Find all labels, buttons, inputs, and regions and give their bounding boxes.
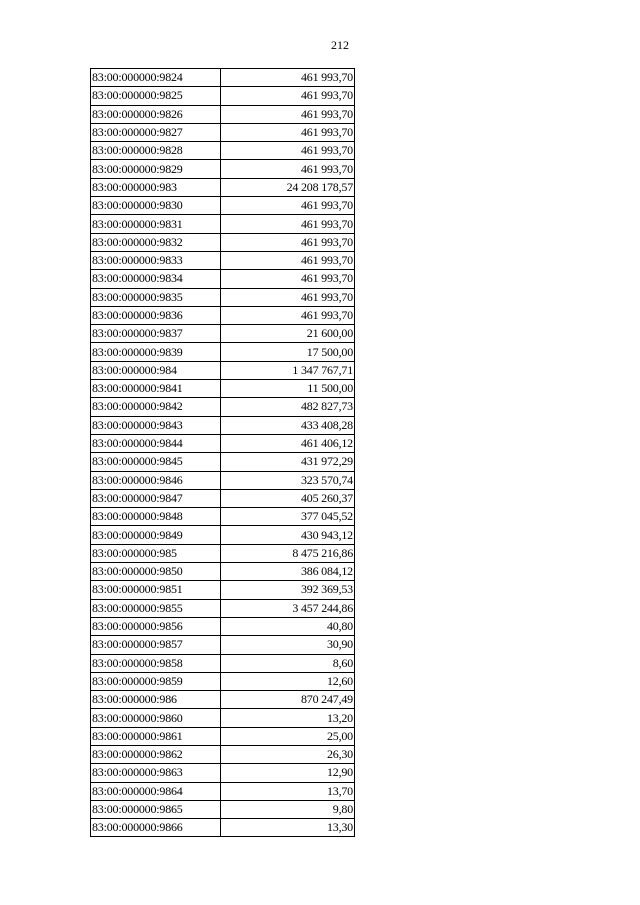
value-cell: 430 943,12 (221, 526, 355, 544)
cadastral-number-cell: 83:00:000000:9847 (91, 489, 221, 507)
cadastral-number-cell: 83:00:000000:9841 (91, 380, 221, 398)
value-cell: 3 457 244,86 (221, 599, 355, 617)
table-row (91, 123, 355, 141)
table-row (91, 270, 355, 288)
value-cell: 461 993,70 (221, 215, 355, 233)
value-cell: 405 260,37 (221, 489, 355, 507)
value-cell: 13,20 (221, 709, 355, 727)
cadastral-number-cell: 83:00:000000:986 (91, 691, 221, 709)
value-cell: 323 570,74 (221, 471, 355, 489)
table-row (91, 691, 355, 709)
table-row (91, 398, 355, 416)
cadastral-number-cell: 83:00:000000:9845 (91, 453, 221, 471)
cadastral-number-cell: 83:00:000000:9855 (91, 599, 221, 617)
table-row (91, 233, 355, 251)
table-row (91, 581, 355, 599)
table-row (91, 453, 355, 471)
cadastral-number-cell: 83:00:000000:9829 (91, 160, 221, 178)
value-cell: 392 369,53 (221, 581, 355, 599)
cadastral-number-cell: 83:00:000000:9850 (91, 563, 221, 581)
page-number: 212 (331, 38, 349, 52)
value-cell: 8 475 216,86 (221, 544, 355, 562)
cadastral-number-cell: 83:00:000000:983 (91, 178, 221, 196)
table-row (91, 654, 355, 672)
table-row (91, 178, 355, 196)
value-cell: 11 500,00 (221, 380, 355, 398)
cadastral-number-cell: 83:00:000000:9824 (91, 69, 221, 87)
table-row (91, 251, 355, 269)
value-cell: 870 247,49 (221, 691, 355, 709)
cadastral-number-cell: 83:00:000000:9865 (91, 800, 221, 818)
cadastral-number-cell: 83:00:000000:9846 (91, 471, 221, 489)
value-cell: 482 827,73 (221, 398, 355, 416)
cadastral-number-cell: 83:00:000000:9849 (91, 526, 221, 544)
value-cell: 461 993,70 (221, 306, 355, 324)
value-cell: 461 993,70 (221, 270, 355, 288)
table-row (91, 197, 355, 215)
cadastral-number-cell: 83:00:000000:9864 (91, 782, 221, 800)
table-row (91, 764, 355, 782)
table-row (91, 343, 355, 361)
cadastral-number-cell: 83:00:000000:9863 (91, 764, 221, 782)
table-row (91, 617, 355, 635)
cadastral-number-cell: 83:00:000000:9848 (91, 508, 221, 526)
table-row (91, 380, 355, 398)
table-row (91, 636, 355, 654)
cadastral-number-cell: 83:00:000000:9826 (91, 105, 221, 123)
table-row (91, 489, 355, 507)
cadastral-number-cell: 83:00:000000:9861 (91, 727, 221, 745)
value-cell: 461 993,70 (221, 105, 355, 123)
cadastral-number-cell: 83:00:000000:9837 (91, 325, 221, 343)
cadastral-value-table (90, 68, 355, 837)
cadastral-number-cell: 83:00:000000:9859 (91, 672, 221, 690)
table-row (91, 599, 355, 617)
value-cell: 30,90 (221, 636, 355, 654)
value-cell: 433 408,28 (221, 416, 355, 434)
table-row (91, 819, 355, 837)
cadastral-number-cell: 83:00:000000:9825 (91, 87, 221, 105)
value-cell: 26,30 (221, 745, 355, 763)
table-row (91, 416, 355, 434)
value-cell: 461 993,70 (221, 123, 355, 141)
cadastral-number-cell: 83:00:000000:9833 (91, 251, 221, 269)
value-cell: 461 993,70 (221, 197, 355, 215)
table-row (91, 709, 355, 727)
table-row (91, 288, 355, 306)
cadastral-number-cell: 83:00:000000:9858 (91, 654, 221, 672)
table-body (91, 69, 355, 837)
value-cell: 431 972,29 (221, 453, 355, 471)
table-row (91, 544, 355, 562)
value-cell: 40,80 (221, 617, 355, 635)
cadastral-number-cell: 83:00:000000:9862 (91, 745, 221, 763)
cadastral-number-cell: 83:00:000000:9851 (91, 581, 221, 599)
table-row (91, 727, 355, 745)
value-cell: 17 500,00 (221, 343, 355, 361)
table-row (91, 361, 355, 379)
table-row (91, 306, 355, 324)
cadastral-number-cell: 83:00:000000:9857 (91, 636, 221, 654)
table-row (91, 105, 355, 123)
value-cell: 24 208 178,57 (221, 178, 355, 196)
table-row (91, 508, 355, 526)
cadastral-number-cell: 83:00:000000:9856 (91, 617, 221, 635)
table-row (91, 160, 355, 178)
cadastral-number-cell: 83:00:000000:9843 (91, 416, 221, 434)
table-row (91, 800, 355, 818)
cadastral-number-cell: 83:00:000000:9866 (91, 819, 221, 837)
value-cell: 9,80 (221, 800, 355, 818)
value-cell: 1 347 767,71 (221, 361, 355, 379)
value-cell: 377 045,52 (221, 508, 355, 526)
table-row (91, 563, 355, 581)
table-row (91, 215, 355, 233)
value-cell: 461 993,70 (221, 251, 355, 269)
value-cell: 461 993,70 (221, 288, 355, 306)
value-cell: 461 993,70 (221, 142, 355, 160)
value-cell: 25,00 (221, 727, 355, 745)
cadastral-number-cell: 83:00:000000:9834 (91, 270, 221, 288)
value-cell: 13,30 (221, 819, 355, 837)
value-cell: 461 993,70 (221, 233, 355, 251)
cadastral-number-cell: 83:00:000000:9835 (91, 288, 221, 306)
value-cell: 461 993,70 (221, 69, 355, 87)
value-cell: 461 406,12 (221, 434, 355, 452)
table-row (91, 434, 355, 452)
value-cell: 461 993,70 (221, 87, 355, 105)
value-cell: 8,60 (221, 654, 355, 672)
table-row (91, 325, 355, 343)
cadastral-number-cell: 83:00:000000:9860 (91, 709, 221, 727)
table-row (91, 745, 355, 763)
value-cell: 13,70 (221, 782, 355, 800)
cadastral-number-cell: 83:00:000000:9842 (91, 398, 221, 416)
value-cell: 386 084,12 (221, 563, 355, 581)
cadastral-number-cell: 83:00:000000:9839 (91, 343, 221, 361)
cadastral-number-cell: 83:00:000000:984 (91, 361, 221, 379)
table-row (91, 672, 355, 690)
table-row (91, 526, 355, 544)
cadastral-number-cell: 83:00:000000:9832 (91, 233, 221, 251)
value-cell: 21 600,00 (221, 325, 355, 343)
table-row (91, 69, 355, 87)
table-row (91, 87, 355, 105)
cadastral-number-cell: 83:00:000000:9831 (91, 215, 221, 233)
cadastral-number-cell: 83:00:000000:9827 (91, 123, 221, 141)
cadastral-number-cell: 83:00:000000:985 (91, 544, 221, 562)
cadastral-number-cell: 83:00:000000:9836 (91, 306, 221, 324)
table-row (91, 142, 355, 160)
cadastral-number-cell: 83:00:000000:9844 (91, 434, 221, 452)
cadastral-number-cell: 83:00:000000:9828 (91, 142, 221, 160)
table-row (91, 471, 355, 489)
value-cell: 12,90 (221, 764, 355, 782)
cadastral-number-cell: 83:00:000000:9830 (91, 197, 221, 215)
table-row (91, 782, 355, 800)
value-cell: 461 993,70 (221, 160, 355, 178)
value-cell: 12,60 (221, 672, 355, 690)
